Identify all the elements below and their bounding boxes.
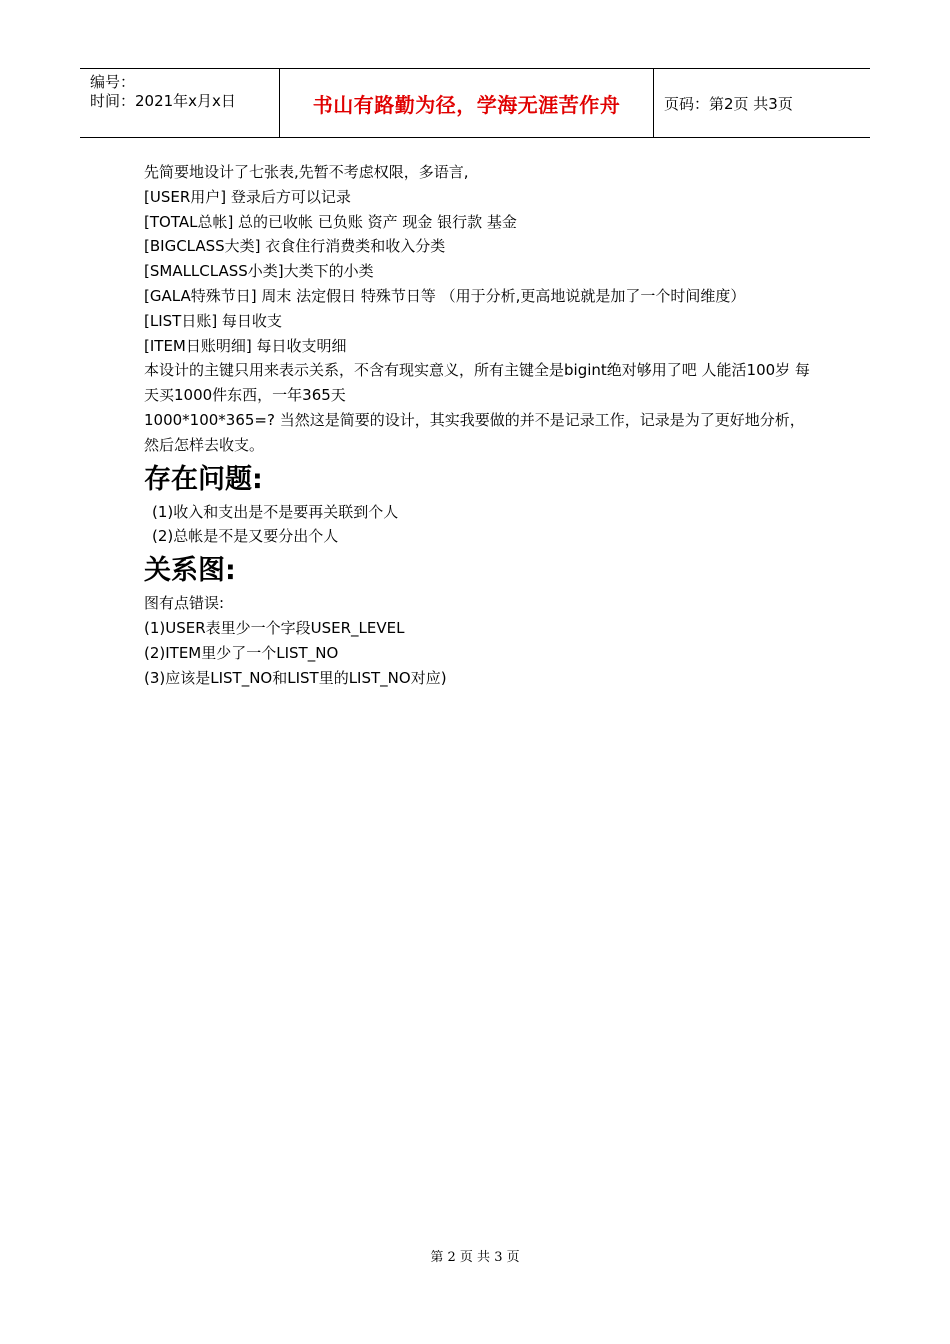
section-heading-diagram: 关系图: [144,555,236,587]
paragraph: [ITEM日账明细] 每日收支明细 [144,336,347,355]
list-item: (1)USER表里少一个字段USER_LEVEL [144,618,405,637]
page-footer: 第 2 页 共 3 页 [430,1250,520,1265]
paragraph: [TOTAL总帐] 总的已收帐 已负账 资产 现金 银行款 基金 [144,212,517,231]
header-motto-cell [280,69,654,137]
header-info-cell [80,69,280,137]
document-body [144,160,810,690]
list-item: (1)收入和支出是不是要再关联到个人 [152,502,399,521]
page-label: 页码：第2页 共3页 [664,94,793,113]
paragraph: [GALA特殊节日] 周末 法定假日 特殊节日等 （用于分析,更高地说就是加了一个时间维度） [144,286,746,305]
diagram-intro: 图有点错误: [144,594,225,613]
paragraph: 1000*100*365=? 当然这是简要的设计，其实我要做的并不是记录工作，记录是为了更好地分析，然后怎样去收支。 [144,410,805,454]
paragraph: 本设计的主键只用来表示关系，不含有现实意义，所有主键全是bigint绝对够用了吧 人能活100岁 每天买1000件东西，一年365天 [144,361,810,405]
header-page-cell [654,69,870,137]
paragraph: [SMALLCLASS小类]大类下的小类 [144,262,374,281]
paragraph: 先简要地设计了七张表,先暂不考虑权限，多语言, [144,163,469,181]
list-item: (3)应该是LIST_NO和LIST里的LIST_NO对应) [144,668,447,687]
section-heading-issues: 存在问题: [144,463,263,495]
list-item: (2)总帐是不是又要分出个人 [152,527,339,546]
document-header [80,68,870,138]
time-label: 时间：2021年x月x日 [90,92,236,110]
number-label: 编号： [90,73,136,91]
list-item: (2)ITEM里少了一个LIST_NO [144,643,339,662]
paragraph: [BIGCLASS大类] 衣食住行消费类和收入分类 [144,237,446,256]
motto: 书山有路勤为径，学海无涯苦作舟 [312,92,621,117]
paragraph: [USER用户] 登录后方可以记录 [144,187,351,206]
paragraph: [LIST日账] 每日收支 [144,311,282,330]
